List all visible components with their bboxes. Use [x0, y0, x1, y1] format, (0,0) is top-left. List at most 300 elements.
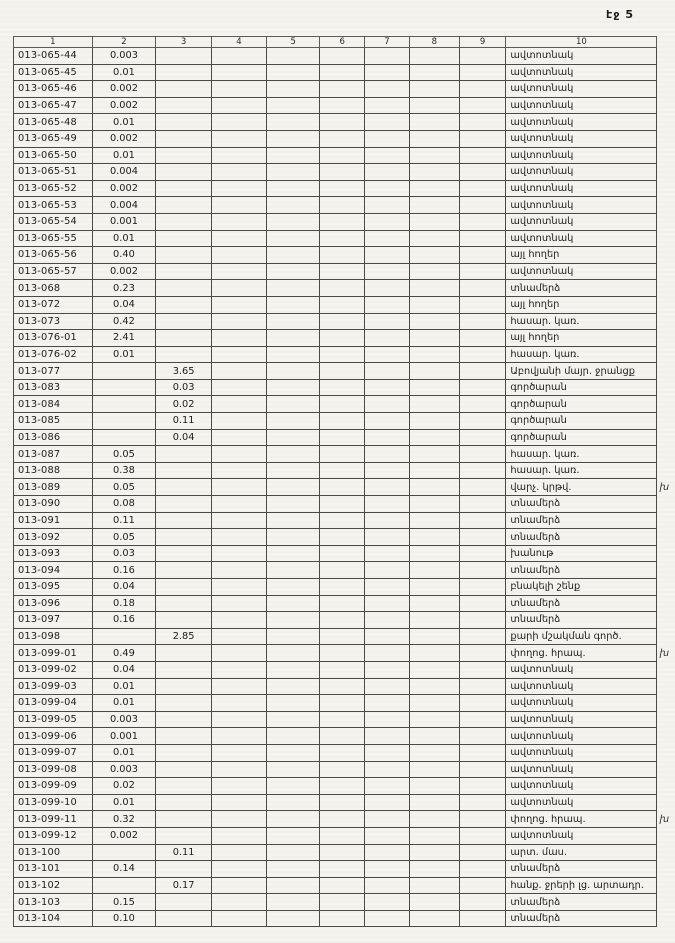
land-use-cell: ավտոտնակ — [506, 711, 657, 728]
land-use-cell: Աբովյանի մայր. ջրանցք — [506, 363, 657, 380]
margin-note — [657, 529, 675, 546]
area-value-cell — [212, 413, 267, 430]
table-row — [14, 545, 675, 562]
table-row — [14, 396, 675, 413]
area-value-cell — [409, 429, 459, 446]
table-row — [14, 695, 675, 712]
area-value-cell — [212, 429, 267, 446]
area-value-cell — [365, 180, 410, 197]
area-value-cell — [212, 778, 267, 795]
area-value-cell — [320, 48, 365, 65]
area-value-cell — [156, 562, 212, 579]
area-value-cell — [212, 147, 267, 164]
area-value-cell — [459, 147, 506, 164]
margin-note — [657, 97, 675, 114]
area-value-cell — [156, 545, 212, 562]
area-value-cell — [365, 81, 410, 98]
area-value-cell — [459, 230, 506, 247]
area-value-cell — [156, 811, 212, 828]
area-value-cell — [459, 114, 506, 131]
parcel-code-cell: 013-085 — [14, 413, 93, 430]
area-value-cell — [459, 64, 506, 81]
area-value-cell — [267, 462, 320, 479]
area-value-cell — [212, 861, 267, 878]
area-value-cell — [212, 910, 267, 927]
area-value-cell — [212, 130, 267, 147]
parcel-code-cell: 013-099-09 — [14, 778, 93, 795]
area-value-cell — [212, 811, 267, 828]
area-value-cell — [365, 396, 410, 413]
area-value-cell — [156, 296, 212, 313]
area-value-cell — [459, 164, 506, 181]
area-value-cell — [156, 794, 212, 811]
area-value-cell — [409, 164, 459, 181]
area-value-cell — [459, 628, 506, 645]
area-value-cell — [459, 778, 506, 795]
area-value-cell: 0.002 — [92, 180, 156, 197]
area-value-cell — [267, 562, 320, 579]
area-value-cell — [320, 678, 365, 695]
area-value-cell: 0.002 — [92, 827, 156, 844]
area-value-cell — [156, 247, 212, 264]
area-value-cell — [156, 462, 212, 479]
area-value-cell — [409, 811, 459, 828]
land-use-cell: ավտոտնակ — [506, 230, 657, 247]
area-value-cell — [365, 496, 410, 513]
area-value-cell — [320, 413, 365, 430]
area-value-cell — [459, 462, 506, 479]
area-value-cell — [212, 48, 267, 65]
area-value-cell — [459, 197, 506, 214]
area-value-cell — [212, 213, 267, 230]
area-value-cell: 0.01 — [92, 695, 156, 712]
margin-note — [657, 379, 675, 396]
land-use-cell: ավտոտնակ — [506, 827, 657, 844]
table-row — [14, 645, 675, 662]
margin-note — [657, 695, 675, 712]
area-value-cell — [365, 761, 410, 778]
area-value-cell — [409, 512, 459, 529]
area-value-cell — [156, 263, 212, 280]
area-value-cell — [320, 81, 365, 98]
area-value-cell — [320, 462, 365, 479]
area-value-cell: 0.01 — [92, 147, 156, 164]
area-value-cell — [212, 512, 267, 529]
parcel-code-cell: 013-083 — [14, 379, 93, 396]
area-value-cell — [365, 263, 410, 280]
area-value-cell — [409, 446, 459, 463]
area-value-cell — [320, 230, 365, 247]
area-value-cell — [156, 512, 212, 529]
land-use-cell: ավտոտնակ — [506, 164, 657, 181]
table-row — [14, 363, 675, 380]
area-value-cell — [212, 628, 267, 645]
area-value-cell — [320, 827, 365, 844]
land-use-cell: ավտոտնակ — [506, 130, 657, 147]
area-value-cell — [365, 313, 410, 330]
area-value-cell — [92, 844, 156, 861]
area-value-cell — [212, 379, 267, 396]
margin-note — [657, 313, 675, 330]
table-row — [14, 180, 675, 197]
area-value-cell — [409, 197, 459, 214]
area-value-cell — [459, 661, 506, 678]
area-value-cell — [409, 711, 459, 728]
area-value-cell — [212, 595, 267, 612]
area-value-cell — [459, 545, 506, 562]
area-value-cell — [320, 180, 365, 197]
area-value-cell — [409, 744, 459, 761]
area-value-cell — [459, 346, 506, 363]
area-value-cell — [212, 877, 267, 894]
area-value-cell — [267, 661, 320, 678]
land-use-cell: այլ հողեր — [506, 296, 657, 313]
land-use-cell: տնամերձ — [506, 512, 657, 529]
margin-note — [657, 346, 675, 363]
parcel-code-cell: 013-065-48 — [14, 114, 93, 131]
table-row — [14, 64, 675, 81]
table-row — [14, 114, 675, 131]
area-value-cell — [459, 794, 506, 811]
table-row — [14, 462, 675, 479]
area-value-cell — [156, 64, 212, 81]
area-value-cell — [365, 827, 410, 844]
area-value-cell — [267, 263, 320, 280]
area-value-cell — [365, 877, 410, 894]
column-header-1: 1 — [14, 37, 93, 48]
area-value-cell: 0.49 — [92, 645, 156, 662]
land-use-cell: փողոց. հրապ. — [506, 645, 657, 662]
area-value-cell — [365, 164, 410, 181]
area-value-cell — [320, 711, 365, 728]
parcel-code-cell: 013-072 — [14, 296, 93, 313]
area-value-cell — [459, 744, 506, 761]
margin-note — [657, 761, 675, 778]
area-value-cell — [212, 579, 267, 596]
table-row — [14, 446, 675, 463]
area-value-cell — [459, 280, 506, 297]
margin-note: խ — [659, 481, 670, 493]
area-value-cell — [212, 562, 267, 579]
area-value-cell — [267, 446, 320, 463]
area-value-cell — [365, 910, 410, 927]
area-value-cell — [459, 48, 506, 65]
area-value-cell — [267, 114, 320, 131]
margin-note — [657, 81, 675, 98]
margin-note — [657, 744, 675, 761]
table-row — [14, 910, 675, 927]
area-value-cell: 0.04 — [92, 296, 156, 313]
area-value-cell — [459, 379, 506, 396]
area-value-cell — [267, 296, 320, 313]
area-value-cell — [212, 479, 267, 496]
land-use-cell: ավտոտնակ — [506, 213, 657, 230]
area-value-cell — [320, 164, 365, 181]
table-row — [14, 429, 675, 446]
parcel-code-cell: 013-084 — [14, 396, 93, 413]
area-value-cell: 0.001 — [92, 728, 156, 745]
area-value-cell — [156, 595, 212, 612]
area-value-cell — [409, 678, 459, 695]
area-value-cell — [459, 877, 506, 894]
area-value-cell — [365, 744, 410, 761]
area-value-cell: 0.002 — [92, 263, 156, 280]
table-row — [14, 379, 675, 396]
parcel-code-cell: 013-065-56 — [14, 247, 93, 264]
area-value-cell: 0.40 — [92, 247, 156, 264]
land-use-cell: ավտոտնակ — [506, 778, 657, 795]
land-use-cell: ավտոտնակ — [506, 64, 657, 81]
area-value-cell — [409, 827, 459, 844]
page-number-label: էջ 5 — [606, 8, 634, 21]
area-value-cell — [459, 811, 506, 828]
land-use-cell: ավտոտնակ — [506, 197, 657, 214]
area-value-cell — [156, 744, 212, 761]
area-value-cell — [459, 81, 506, 98]
area-value-cell — [267, 280, 320, 297]
table-row — [14, 247, 675, 264]
area-value-cell — [212, 744, 267, 761]
area-value-cell — [267, 778, 320, 795]
area-value-cell — [156, 446, 212, 463]
area-value-cell: 0.004 — [92, 164, 156, 181]
area-value-cell — [459, 396, 506, 413]
margin-note — [657, 844, 675, 861]
area-value-cell — [212, 645, 267, 662]
area-value-cell: 0.01 — [92, 114, 156, 131]
area-value-cell — [459, 861, 506, 878]
area-value-cell: 0.003 — [92, 711, 156, 728]
area-value-cell — [212, 363, 267, 380]
area-value-cell — [459, 695, 506, 712]
margin-note — [657, 711, 675, 728]
area-value-cell — [267, 330, 320, 347]
area-value-cell — [409, 628, 459, 645]
area-value-cell — [320, 263, 365, 280]
area-value-cell — [365, 97, 410, 114]
table-row — [14, 330, 675, 347]
table-row — [14, 744, 675, 761]
area-value-cell — [212, 711, 267, 728]
table-row — [14, 711, 675, 728]
area-value-cell — [267, 496, 320, 513]
table-header-row — [14, 37, 675, 48]
area-value-cell — [459, 512, 506, 529]
area-value-cell — [156, 861, 212, 878]
area-value-cell — [365, 794, 410, 811]
area-value-cell — [212, 346, 267, 363]
area-value-cell — [267, 213, 320, 230]
area-value-cell — [212, 844, 267, 861]
area-value-cell: 0.16 — [92, 562, 156, 579]
area-value-cell — [409, 562, 459, 579]
area-value-cell — [365, 645, 410, 662]
area-value-cell: 0.01 — [92, 794, 156, 811]
area-value-cell: 0.01 — [92, 64, 156, 81]
land-use-cell: հասար. կառ. — [506, 446, 657, 463]
parcel-code-cell: 013-073 — [14, 313, 93, 330]
land-use-cell: գործարան — [506, 413, 657, 430]
area-value-cell: 3.65 — [156, 363, 212, 380]
land-use-cell: ավտոտնակ — [506, 81, 657, 98]
area-value-cell — [156, 479, 212, 496]
area-value-cell — [409, 612, 459, 629]
area-value-cell — [365, 894, 410, 911]
land-use-cell: տնամերձ — [506, 529, 657, 546]
area-value-cell — [267, 545, 320, 562]
area-value-cell: 0.15 — [92, 894, 156, 911]
area-value-cell — [365, 429, 410, 446]
area-value-cell — [365, 147, 410, 164]
land-use-cell: այլ հողեր — [506, 247, 657, 264]
parcel-code-cell: 013-068 — [14, 280, 93, 297]
margin-note — [657, 296, 675, 313]
area-value-cell — [320, 330, 365, 347]
area-value-cell — [365, 529, 410, 546]
area-value-cell — [365, 64, 410, 81]
land-use-cell: ավտոտնակ — [506, 794, 657, 811]
parcel-code-cell: 013-099-04 — [14, 695, 93, 712]
area-value-cell — [267, 678, 320, 695]
area-value-cell — [459, 711, 506, 728]
margin-note: խ — [659, 647, 670, 659]
area-value-cell — [409, 761, 459, 778]
area-value-cell — [267, 728, 320, 745]
land-use-cell: տնամերձ — [506, 910, 657, 927]
margin-note — [657, 64, 675, 81]
parcel-code-cell: 013-065-49 — [14, 130, 93, 147]
parcel-code-cell: 013-065-53 — [14, 197, 93, 214]
area-value-cell — [156, 346, 212, 363]
margin-note — [657, 861, 675, 878]
area-value-cell — [212, 296, 267, 313]
margin-note — [657, 496, 675, 513]
table-row — [14, 263, 675, 280]
area-value-cell — [156, 130, 212, 147]
area-value-cell — [365, 413, 410, 430]
land-use-cell: ավտոտնակ — [506, 180, 657, 197]
area-value-cell — [212, 180, 267, 197]
parcel-code-cell: 013-065-46 — [14, 81, 93, 98]
area-value-cell — [459, 612, 506, 629]
area-value-cell — [409, 396, 459, 413]
area-value-cell — [320, 545, 365, 562]
table-row — [14, 413, 675, 430]
area-value-cell — [92, 413, 156, 430]
margin-note — [657, 579, 675, 596]
area-value-cell — [459, 562, 506, 579]
area-value-cell — [156, 81, 212, 98]
area-value-cell: 0.01 — [92, 230, 156, 247]
land-use-cell: հասար. կառ. — [506, 346, 657, 363]
area-value-cell — [92, 628, 156, 645]
area-value-cell — [320, 661, 365, 678]
area-value-cell — [365, 711, 410, 728]
area-value-cell — [212, 247, 267, 264]
area-value-cell — [365, 595, 410, 612]
parcel-code-cell: 013-099-03 — [14, 678, 93, 695]
parcel-code-cell: 013-099-06 — [14, 728, 93, 745]
land-use-cell: քարի մշակման գործ. — [506, 628, 657, 645]
area-value-cell — [320, 579, 365, 596]
table-row — [14, 628, 675, 645]
area-value-cell — [365, 778, 410, 795]
area-value-cell — [409, 794, 459, 811]
area-value-cell — [320, 280, 365, 297]
area-value-cell — [320, 562, 365, 579]
parcel-code-cell: 013-099-02 — [14, 661, 93, 678]
margin-note — [657, 628, 675, 645]
area-value-cell — [320, 628, 365, 645]
margin-note — [657, 230, 675, 247]
parcel-code-cell: 013-092 — [14, 529, 93, 546]
parcel-code-cell: 013-087 — [14, 446, 93, 463]
area-value-cell: 0.17 — [156, 877, 212, 894]
area-value-cell — [267, 628, 320, 645]
area-value-cell — [212, 496, 267, 513]
column-header-4: 4 — [212, 37, 267, 48]
area-value-cell: 0.23 — [92, 280, 156, 297]
area-value-cell — [212, 446, 267, 463]
area-value-cell — [320, 512, 365, 529]
area-value-cell — [409, 661, 459, 678]
area-value-cell — [320, 247, 365, 264]
area-value-cell — [409, 114, 459, 131]
table-row — [14, 346, 675, 363]
margin-note — [657, 180, 675, 197]
area-value-cell — [459, 330, 506, 347]
margin-note — [657, 413, 675, 430]
land-use-cell: հասար. կառ. — [506, 462, 657, 479]
area-value-cell — [212, 761, 267, 778]
parcel-code-cell: 013-097 — [14, 612, 93, 629]
table-row — [14, 678, 675, 695]
parcel-code-cell: 013-099-08 — [14, 761, 93, 778]
area-value-cell — [92, 379, 156, 396]
area-value-cell — [365, 379, 410, 396]
area-value-cell — [409, 877, 459, 894]
land-use-cell: տնամերձ — [506, 612, 657, 629]
area-value-cell — [156, 280, 212, 297]
area-value-cell — [409, 213, 459, 230]
area-value-cell — [459, 678, 506, 695]
area-value-cell — [365, 280, 410, 297]
parcel-code-cell: 013-090 — [14, 496, 93, 513]
parcel-code-cell: 013-100 — [14, 844, 93, 861]
area-value-cell — [267, 861, 320, 878]
table-row — [14, 778, 675, 795]
table-row — [14, 894, 675, 911]
column-header-10: 10 — [506, 37, 657, 48]
area-value-cell — [320, 728, 365, 745]
area-value-cell — [320, 612, 365, 629]
area-value-cell — [267, 429, 320, 446]
area-value-cell — [365, 346, 410, 363]
area-value-cell — [459, 479, 506, 496]
area-value-cell — [267, 64, 320, 81]
margin-note — [657, 794, 675, 811]
parcel-code-cell: 013-065-51 — [14, 164, 93, 181]
area-value-cell: 0.02 — [92, 778, 156, 795]
area-value-cell — [320, 130, 365, 147]
area-value-cell — [267, 612, 320, 629]
area-value-cell: 0.16 — [92, 612, 156, 629]
area-value-cell — [212, 81, 267, 98]
area-value-cell — [212, 263, 267, 280]
margin-note — [657, 164, 675, 181]
area-value-cell — [267, 413, 320, 430]
column-header-5: 5 — [267, 37, 320, 48]
